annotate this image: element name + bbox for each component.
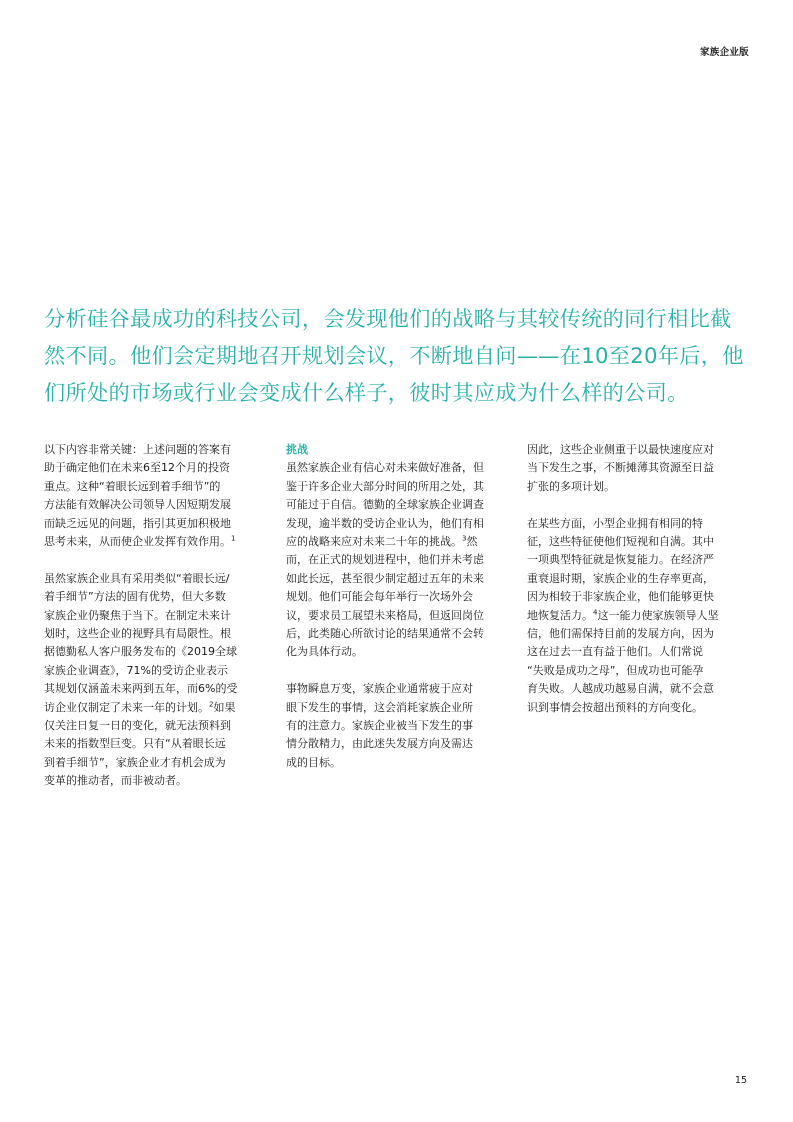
text-fragment: 然	[466, 535, 478, 549]
text-line: 当下发生之事，不断摊薄其资源至日益	[527, 461, 714, 475]
text-line: 到着手细节”，家族企业才有机会成为	[44, 755, 226, 769]
text-line: 以下内容非常关键：上述问题的答案有	[44, 443, 231, 456]
pull-quote	[44, 300, 749, 411]
footnote-ref: 1	[231, 534, 236, 543]
text-fragment: 应的战略来应对未来二十年的挑战。	[286, 535, 462, 549]
text-line: 划时，这些企业的视野具有局限性。根	[44, 627, 231, 641]
text-line: 情分散精力，由此迷失发展方向及需达	[286, 737, 473, 751]
text-line: 因此，这些企业侧重于以最快速度应对	[527, 443, 714, 456]
text-line: 虽然家族企业具有采用类似“着眼长远/	[44, 571, 230, 585]
text-line: 征，这些特征使他们短视和自满。其中	[527, 535, 714, 549]
text-line: “失败是成功之母”，但成功也可能孕	[527, 663, 704, 677]
text-line	[527, 607, 755, 625]
text-line: 虽然家族企业有信心对未来做好准备，但	[286, 461, 484, 475]
text-line: 识到事情会按超出预料的方向变化。	[527, 700, 703, 714]
pull-quote-line: 然不同。他们会定期地召开规划会议，不断地自问——在10至20年后，他	[44, 343, 744, 368]
text-line: 仅关注日复一日的变化，就无法预料到	[44, 719, 231, 733]
text-line: 在某些方面，小型企业拥有相同的特	[527, 516, 703, 530]
footnote-ref: 2	[209, 700, 214, 709]
text-line: 一项典型特征就是恢复能力。在经济严	[527, 553, 714, 567]
text-line: 助于确定他们在未来6至12个月的投资	[44, 461, 230, 475]
text-line: 重衰退时期，家族企业的生存率更高，	[527, 571, 714, 585]
text-line: 育失败。人越成功越易自满，就不会意	[527, 682, 714, 696]
text-line: 眼下发生的事情，这会消耗家族企业所	[286, 700, 473, 714]
text-line: 鉴于许多企业大部分时间的所用之处，其	[286, 479, 484, 493]
paragraph	[44, 570, 272, 791]
text-line	[44, 699, 272, 717]
text-line: 而缺乏远见的问题，指引其更加积极地	[44, 516, 231, 530]
text-fragment: 思考未来，从而使企业发挥有效作用。	[44, 535, 231, 549]
text-column-1	[44, 441, 272, 809]
text-line: 后，此类随心所欲讨论的结果通常不会转	[286, 627, 484, 641]
text-line: 事物瞬息万变，家族企业通常疲于应对	[286, 682, 473, 696]
paragraph	[286, 680, 514, 772]
text-line: 成的目标。	[286, 755, 341, 769]
text-line: 可能过于自信。德勤的全球家族企业调查	[286, 498, 484, 512]
text-line: 如此长远，甚至很少制定超过五年的未来	[286, 571, 484, 585]
section-tag: 家族企业版	[699, 47, 749, 58]
text-line: 家族企业调查》，71%的受访企业表示	[44, 663, 228, 677]
text-line: 着手细节”方法的固有优势，但大多数	[44, 590, 226, 604]
text-column-3	[527, 441, 755, 735]
pull-quote-line: 分析硅谷最成功的科技公司，会发现他们的战略与其较传统的同行相比截	[44, 306, 732, 331]
paragraph	[286, 459, 514, 661]
text-line: 因为相较于非家族企业，他们能够更快	[527, 590, 714, 604]
footnote-ref: 4	[593, 607, 598, 616]
page-number: 15	[734, 1075, 747, 1086]
text-line: 变革的推动者，而非被动者。	[44, 774, 187, 788]
text-fragment: 如果	[213, 700, 236, 714]
text-line	[286, 533, 514, 551]
text-line	[44, 533, 272, 551]
text-line: 有的注意力。家族企业被当下发生的事	[286, 719, 473, 733]
paragraph	[44, 441, 272, 551]
text-fragment: 访企业仅制定了未来一年的计划。	[44, 700, 209, 714]
paragraph	[527, 515, 755, 717]
text-line: 而，在正式的规划进程中，他们并未考虑	[286, 553, 484, 567]
text-line: 议，要求员工展望未来格局，但返回岗位	[286, 608, 484, 622]
text-line: 未来的指数型巨变。只有“从着眼长远	[44, 737, 226, 751]
text-column-2	[286, 441, 514, 791]
section-heading: 挑战	[286, 443, 308, 456]
text-line: 据德勤私人客户服务发布的《2019全球	[44, 645, 237, 659]
text-line: 信，他们需保持目前的发展方向，因为	[527, 627, 714, 641]
text-line: 扩张的多项计划。	[527, 479, 615, 493]
text-line: 重点。这种“着眼长远到着手细节”的	[44, 479, 221, 493]
footnote-ref: 3	[462, 534, 467, 543]
pull-quote-line: 们所处的市场或行业会变成什么样子，彼时其应成为什么样的公司。	[44, 380, 689, 405]
text-line: 发现，逾半数的受访企业认为，他们有相	[286, 516, 484, 530]
text-fragment: 这一能力使家族领导人坚	[597, 608, 719, 622]
text-line: 化为具体行动。	[286, 645, 363, 659]
text-line: 规划。他们可能会每年举行一次场外会	[286, 590, 473, 604]
paragraph	[527, 441, 755, 496]
text-line: 其规划仅涵盖未来两到五年，而6%的受	[44, 682, 238, 696]
text-line: 家族企业仍聚焦于当下。在制定未来计	[44, 608, 231, 622]
text-fragment: 地恢复活力。	[527, 608, 593, 622]
text-line: 这在过去一直有益于他们。人们常说	[527, 645, 703, 659]
text-line: 方法能有效解决公司领导人因短期发展	[44, 498, 231, 512]
